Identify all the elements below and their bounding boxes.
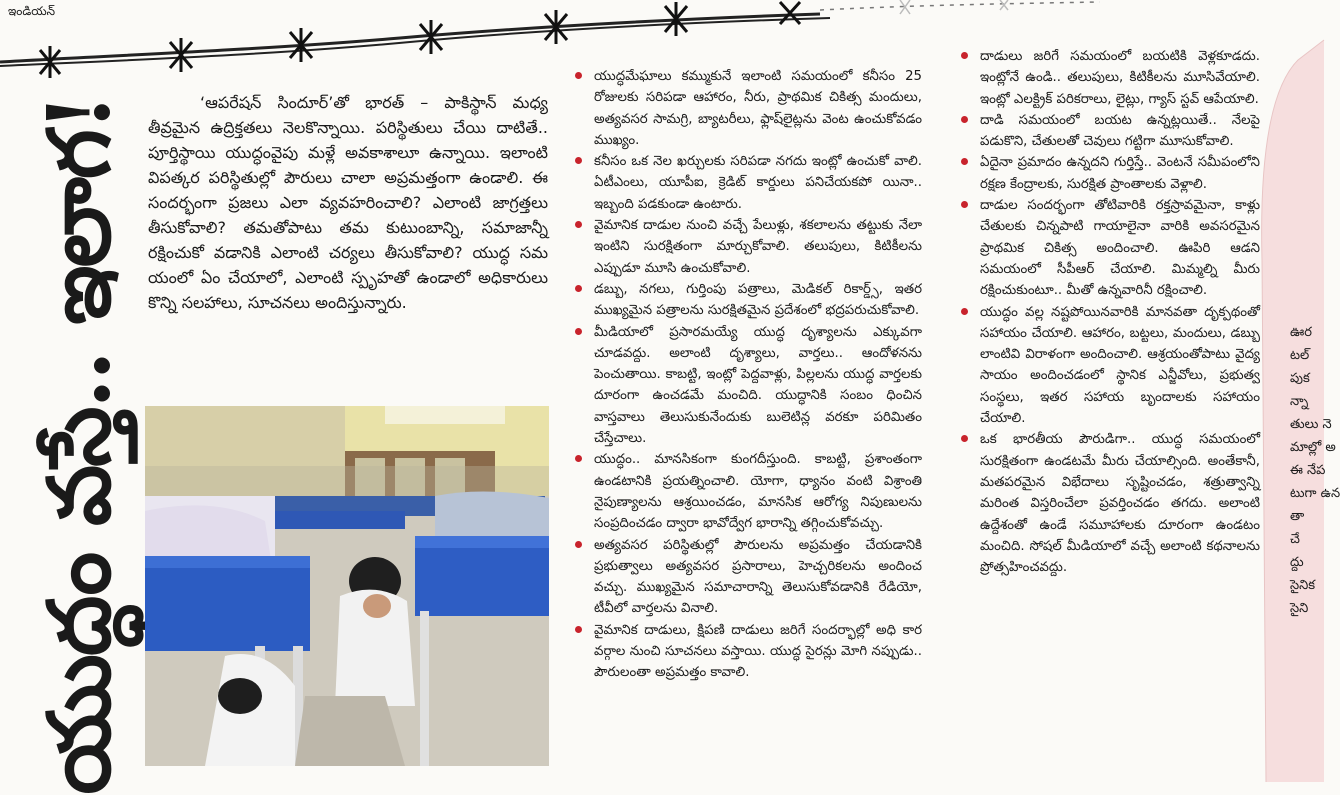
classroom-drill-photo: [145, 406, 549, 766]
bullet-icon: [961, 308, 968, 315]
tips-list-right: [960, 46, 1260, 578]
tip-item: అత్యవసర పరిస్థితుల్లో పౌరులను అప్రమత్తం చేయడానికి ప్రభుత్వాలు అత్యవసర ప్రసారాలు, హెచ్చరికలను అందించ వచ్చు. ముఖ్యమైన సమాచారాన్ని తెలుసుకోవడానికి రేడియో, టీవీలో వార్తలను వినాలి.: [574, 535, 922, 620]
tips-column-right: [960, 46, 1260, 578]
tip-item: యుద్ధమేఘాలు కమ్ముకునే ఇలాంటి సమయంలో కనీసం 25 రోజులకు సరిపడా ఆహారం, నీరు, ప్రాథమిక చికిత్స మందులు, అత్యవసర సామగ్రి, బ్యాటరీలు, ఫ్లాష్‌లైట్లను వెంట ఉంచుకోవడం ముఖ్యం.: [574, 66, 922, 151]
bullet-icon: [575, 157, 582, 164]
bullet-icon: [961, 201, 968, 208]
bullet-icon: [575, 72, 582, 79]
lead-paragraph: ‘ఆపరేషన్ సిందూర్’తో భారత్ – పాకిస్థాన్ మధ్య తీవ్రమైన ఉద్రిక్తతలు నెలకొన్నాయి. పరిస్థితులు చేయి దాటితే.. పూర్తిస్థాయి యుద్ధంవైపు మళ్లే అవకాశాలూ ఉన్నాయి. ఇలాంటి విపత్కర పరిస్థితుల్లో పౌరులు చాలా అప్రమత్తంగా ఉండాలి. ఈ సందర్భంగా ప్రజలు ఎలా వ్యవహరించాలి? ఎలాంటి జాగ్రత్తలు తీసుకోవాలి? తమతోపాటు తమ కుటుంబాన్ని, సమాజాన్నీ రక్షించుకో వడానికి ఎలాంటి చర్యలు తీసుకోవాలి? యుద్ధ సమ యంలో ఏం చేయాలో, ఎలాంటి స్పృహతో ఉండాలో అధికారులు కొన్ని సలహాలు, సూచనలు అందిస్తున్నారు.: [148, 93, 548, 312]
bullet-icon: [575, 541, 582, 548]
section-tag: ఇండియన్: [8, 4, 56, 18]
tip-item: వైమానిక దాడుల నుంచి వచ్చే పేలుళ్లు, శకలాలను తట్టుకు నేలా ఇంటిని సురక్షితంగా మార్చుకోవాలి. తలుపులు, కిటికీలను ఎప్పుడూ మూసి ఉంచుకోవాలి.: [574, 215, 922, 279]
tip-item: దాడుల సందర్భంగా తోటివారికి రక్తస్రావమైనా, కాళ్లు చేతులకు చిన్నపాటి గాయాలైనా వారికి అవసరమైన ప్రాథమిక చికిత్స అందించాలి. ఊపిరి ఆడని సమయంలో సీపీఆర్ చేయాలి. మిమ్మల్ని మీరు రక్షించుకుంటూ.. మీతో ఉన్నవారినీ రక్షించాలి.: [960, 195, 1260, 301]
bullet-icon: [575, 221, 582, 228]
tips-list-middle: [574, 66, 922, 684]
tip-item: కనీసం ఒక నెల ఖర్చులకు సరిపడా నగదు ఇంట్లో ఉంచుకో వాలి. ఏటీఎంలు, యూపీఐ, క్రెడిట్ కార్డులు పనిచేయకపో యినా.. ఇబ్బంది పడకుండా ఉంటారు.: [574, 151, 922, 215]
tip-item: ఒక భారతీయ పౌరుడిగా.. యుద్ధ సమయంలో సురక్షితంగా ఉండటమే మీరు చేయాల్సింది. అంతేకానీ, మతపరమైన విభేదాలు సృష్టించడం, శత్రుత్వాన్ని మరింత విస్తరించేలా ప్రవర్తించడం తగదు. అలాంటి ఉద్దేశంతో ఉండే సమూహాలకు దూరంగా ఉండటం మంచిది. సోషల్ మీడియాలో వచ్చే అలాంటి కథనాలను ప్రోత్సహించవద్దు.: [960, 429, 1260, 578]
bullet-icon: [961, 158, 968, 165]
tip-item: యుద్ధం.. మానసికంగా కుంగదీస్తుంది. కాబట్టి, ప్రశాంతంగా ఉండటానికి ప్రయత్నించాలి. యోగా, ధ్యానం వంటి విశ్రాంతి నైపుణ్యాలను ఆశ్రయించడం, మానసిక ఆరోగ్య నిపుణులను సంప్రదించడం ద్వారా భావోద్వేగ భారాన్ని తగ్గించుకోవచ్చు.: [574, 449, 922, 534]
bullet-icon: [575, 455, 582, 462]
bullet-icon: [575, 285, 582, 292]
bullet-icon: [961, 435, 968, 442]
tip-item: డబ్బు, నగలు, గుర్తింపు పత్రాలు, మెడికల్ రికార్డ్స్, ఇతర ముఖ్యమైన పత్రాలను సురక్షితమైన ప్రదేశంలో భద్రపరుచుకోవాలి.: [574, 279, 922, 322]
bullet-icon: [961, 116, 968, 123]
tip-item: యుద్ధం వల్ల నష్టపోయినవారికి మానవతా దృక్పథంతో సహాయం చేయాలి. ఆహారం, బట్టలు, మందులు, డబ్బు లాంటివి విరాళంగా అందించాలి. ఆశ్రయంతోపాటు వైద్య సాయం అందించడంలో స్థానిక ఎన్జీవోలు, ప్రభుత్వ సంస్థలు, ఇతర సహాయ బృందాలకు సహాయం చేయాలి.: [960, 302, 1260, 430]
tip-item: ఏదైనా ప్రమాదం ఉన్నదని గుర్తిస్తే.. వెంటనే సమీపంలోని రక్షణ కేంద్రాలకు, సురక్షిత ప్రాంతాలకు వెళ్లాలి.: [960, 152, 1260, 195]
headline-vertical: యుద్ధం వస్తే.. ఇలాగ!: [29, 95, 130, 795]
side-text: ఊర టల్ పుక న్నా తులు నె మాల్లో అ ఈ నేప టుగా ఉన తా చే ద్దు సైనిక సైని: [1290, 325, 1340, 616]
tip-item: దాడి సమయంలో బయట ఉన్నట్లయితే.. నేలపై పడుకొని, చేతులతో చెవులు గట్టిగా మూసుకోవాలి.: [960, 110, 1260, 153]
tip-item: వైమానిక దాడులు, క్షిపణి దాడులు జరిగే సందర్భాల్లో అధి కార వర్గాల నుంచి సూచనలు వస్తాయి. యుద్ధ సైరన్లు మోగి నప్పుడు.. పౌరులంతా అప్రమత్తం కావాలి.: [574, 620, 922, 684]
tips-column-middle: [574, 66, 922, 684]
tip-item: దాడులు జరిగే సమయంలో బయటికి వెళ్లకూడదు. ఇంట్లోనే ఉండి.. తలుపులు, కిటికీలను మూసివేయాలి. ఇంట్లో ఎలక్ట్రిక్ పరికరాలు, లైట్లు, గ్యాస్ స్టవ్ ఆపేయాలి.: [960, 46, 1260, 110]
tip-item: మీడియాలో ప్రసారమయ్యే యుద్ధ దృశ్యాలను ఎక్కువగా చూడవద్దు. అలాంటి దృశ్యాలు, వార్తలు.. ఆందోళనను పెంచుతాయి. కాబట్టి, ఇంట్లో పెద్దవాళ్లు, పిల్లలను యుద్ధ వార్తలకు దూరంగా ఉంచడమే మంచిది. యుద్ధానికి సంబం ధించిన వాస్తవాలు తెలుసుకునేందుకు బులెటిన్ల వరకూ పరిమితం చేస్తేచాలు.: [574, 322, 922, 450]
bullet-icon: [961, 52, 968, 59]
adjacent-article-fragment: [1258, 40, 1340, 782]
bullet-icon: [575, 328, 582, 335]
bullet-icon: [575, 626, 582, 633]
